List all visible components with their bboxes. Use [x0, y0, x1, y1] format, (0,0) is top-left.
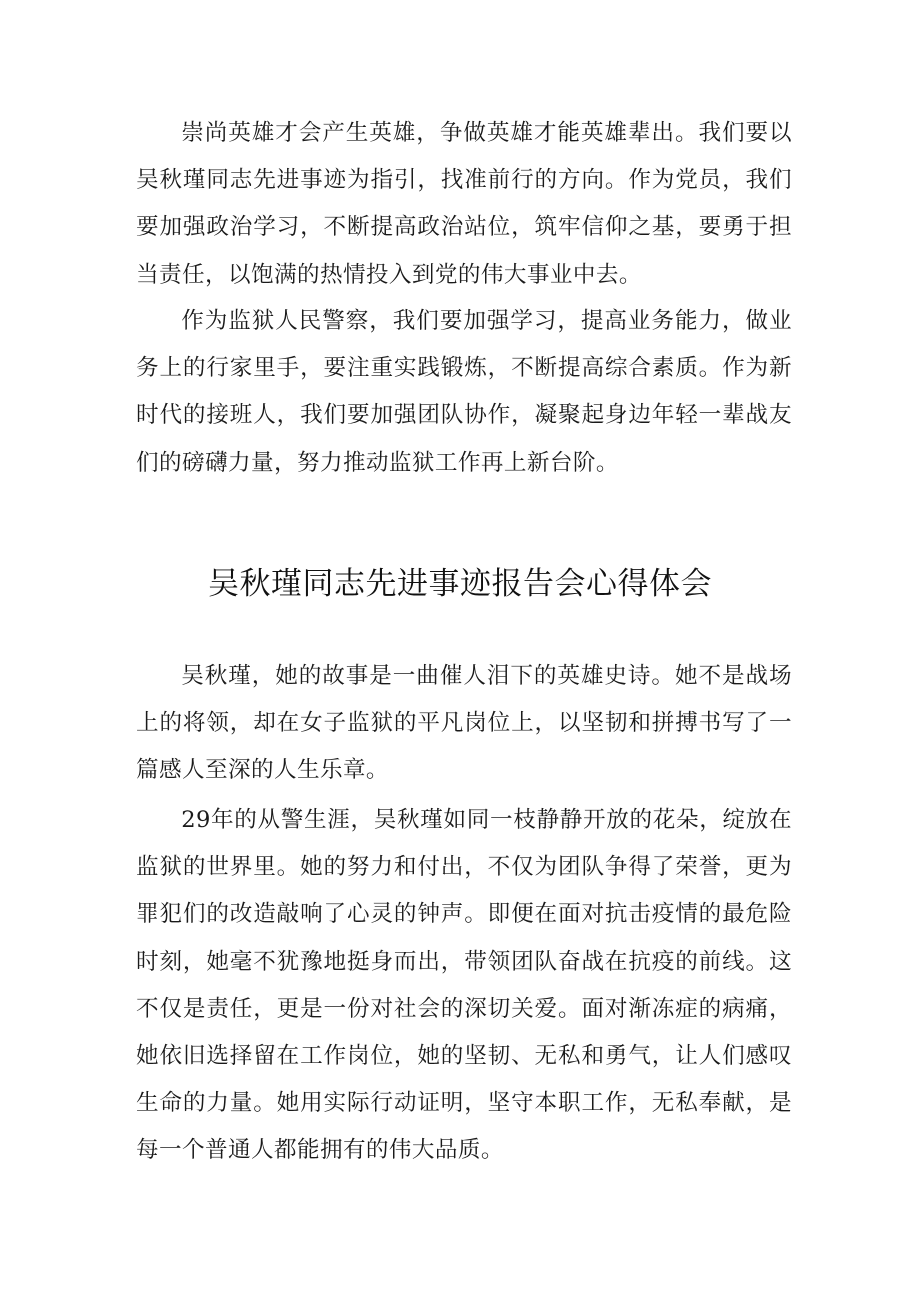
- paragraph-heroes: 崇尚英雄才会产生英雄，争做英雄才能英雄辈出。我们要以吴秋瑾同志先进事迹为指引，找准前行的方向。作为党员，我们要加强政治学习，不断提高政治站位，筑牢信仰之基，要勇于担当责任，以饱满的热情投入到党的伟大事业中去。: [136, 120, 792, 288]
- paragraph-prison-police: 作为监狱人民警察，我们要加强学习，提高业务能力，做业务上的行家里手，要注重实践锻炼，不断提高综合素质。作为新时代的接班人，我们要加强团队协作，凝聚起身边年轻一辈战友们的磅礴力量，努力推动监狱工作再上新台阶。: [136, 308, 792, 476]
- paragraph-career: 29年的从警生涯，吴秋瑾如同一枝静静开放的花朵，绽放在监狱的世界里。她的努力和付出，不仅为团队争得了荣誉，更为罪犯们的改造敲响了心灵的钟声。即便在面对抗击疫情的最危险时刻，她毫不犹豫地挺身而出，带领团队奋战在抗疫的前线。这不仅是责任，更是一份对社会的深切关爱。面对渐冻症的病痛，她依旧选择留在工作岗位，她的坚韧、无私和勇气，让人们感叹生命的力量。她用实际行动证明，坚守本职工作，无私奉献，是每一个普通人都能拥有的伟大品质。: [136, 807, 792, 1164]
- paragraph-story-intro: 吴秋瑾，她的故事是一曲催人泪下的英雄史诗。她不是战场上的将领，却在女子监狱的平凡岗位上，以坚韧和拼搏书写了一篇感人至深的人生乐章。: [136, 663, 792, 784]
- section-title: 吴秋瑾同志先进事迹报告会心得体会: [208, 566, 712, 602]
